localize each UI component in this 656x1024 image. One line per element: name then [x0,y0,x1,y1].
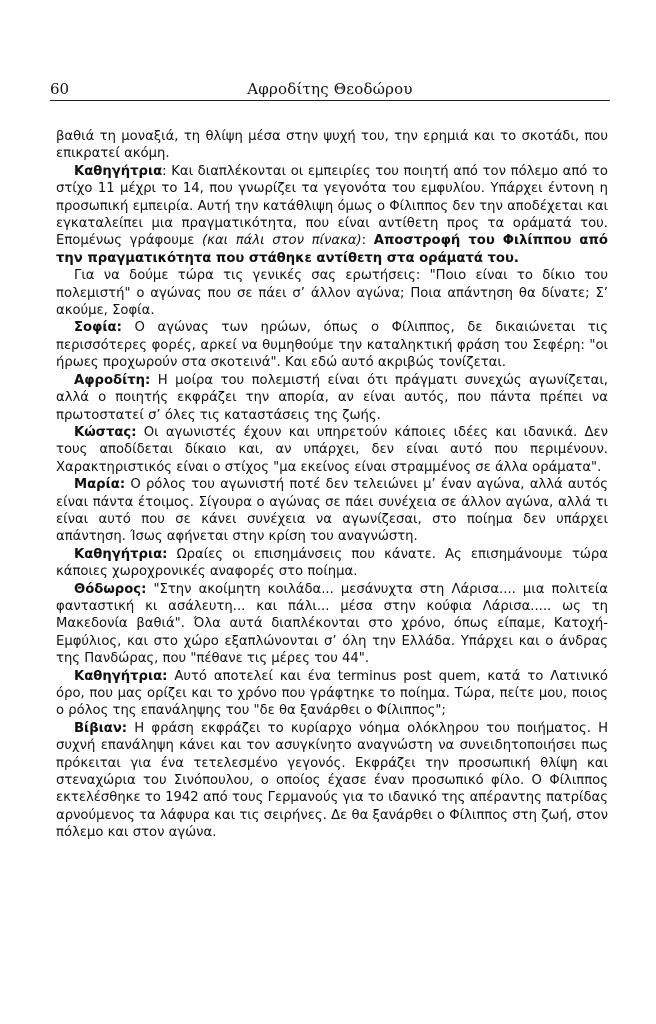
paragraph-text: Για να δούμε τώρα τις γενικές σας ερωτήσεις: "Ποιο είναι το δίκιο του πολεμιστή" ο αγώνας που σε πάει σ’ άλλον αγώνα; Ποια απάντηση θα δίνατε; Σ’ ακούμε, Σοφία. [56,268,608,319]
speaker-name: Σοφία: [74,320,122,336]
page-number: 60 [50,80,70,98]
paragraph-text: Η μοίρα του πολεμιστή είναι ότι πράγματι συνεχώς αγωνίζεται, αλλά ο ποιητής εκφράζει την απορία, αν είναι αυτός, που πάντα πρέπει να πρωτοστατεί σ’ όλες τις καταστάσεις της ζωής. [56,372,608,423]
paragraph-kostas [56,424,608,476]
italic-note: (και πάλι στον πίνακα) [202,233,362,249]
speaker-name: Θόδωρος: [74,581,147,597]
paragraph-maria [56,476,608,546]
speaker-name: Μαρία: [74,477,126,493]
paragraph-text: Ο αγώνας των ηρώων, όπως ο Φίλιππος, δε δικαιώνεται τις περισσότερες φορές, αρκεί να θυμηθούμε την καταληκτική φράση του Σεφέρη: "οι ήρωες προχωρούν στα σκοτεινά". Και εδώ αυτό ακριβώς τονίζεται. [56,320,608,371]
running-title: Αφροδίτης Θεοδώρου [247,80,413,98]
speaker-name: Βίβιαν: [74,720,128,736]
paragraph-text: Ωραίες οι επισημάνσεις που κάνατε. Ας επισημάνουμε τώρα κάποιες χωροχρονικές αναφορές στο ποίημα. [56,546,608,580]
paragraph-teacher-3 [56,668,608,720]
page-header [50,80,610,101]
paragraph-text: Οι αγωνιστές έχουν και υπηρετούν κάποιες ιδέες και ιδανικά. Δεν τους αποδίδεται δίκαιο και, αν υπάρχει, δεν είναι αυτό που περιμένουν. Χαρακτηριστικός είναι ο στίχος "μα εκείνος είναι στραμμένος σε άλλα οράματα". [56,424,608,475]
paragraph-vivian [56,720,608,842]
speaker-name: Κώστας: [74,424,137,440]
speaker-name: Καθηγήτρια [74,163,163,179]
paragraph-questions [56,267,608,319]
page-body [56,128,608,842]
paragraph-text: : [361,233,374,249]
paragraph-teacher-1 [56,163,608,267]
paragraph-sofia [56,319,608,371]
paragraph-teacher-2 [56,546,608,581]
paragraph-text: βαθιά τη μοναξιά, τη θλίψη μέσα στην ψυχή του, την ερημιά και το σκοτάδι, που επικρατεί ακόμη. [56,129,608,162]
paragraph-text: Ο ρόλος του αγωνιστή ποτέ δεν τελειώνει μ’ έναν αγώνα, αλλά αυτός είναι πάντα έτοιμος. Σίγουρα ο αγώνας σε πάει συνέχεια σε άλλον αγώνα, αλλά τι είναι αυτό που σε κάνει συνέχεια να αγωνίζεσαι, στο ποίημα δεν υπάρχει απάντηση. Ίσως αφήνεται στην κρίση του αναγνώστη. [56,477,608,545]
paragraph-text: Η φράση εκφράζει το κυρίαρχο νόημα ολόκληρου του ποιήματος. Η συχνή επανάληψη κάνει και τον ασυγκίνητο αναγνώστη να συνειδητοποιήσει πως πρόκειται για ένα τετελεσμένο γεγονός. Εκφράζει την προσωπική θλίψη και στεναχώρια του Σινόπουλου, ο οποίος έχασε έναν προσωπικό φίλο. Ο Φίλιππος εκτελέσθηκε το 1942 από τους Γερμανούς για το ιδανικό της απέραντης πατρίδας αρνούμενος τα λάφυρα και τις σειρήνες. Δε θα ξανάρθει ο Φίλιππος στη ζωή, στον πόλεμο και στον αγώνα. [56,720,608,841]
bold-statement: Αποστροφή του Φιλίππου από την πραγματικότητα που στάθηκε αντίθετη στα οράματά του. [56,233,608,266]
paragraph-afroditi [56,372,608,424]
speaker-name: Αφροδίτη: [74,372,151,388]
paragraph-continuation [56,128,608,163]
paragraph-text: Αυτό αποτελεί και ένα terminus post quem, κατά το Λατινικό όρο, που μας ορίζει και το χρόνο που γράφτηκε το ποίημα. Τώρα, πείτε μου, ποιος ο ρόλος της επανάληψης του "δε θα ξανάρθει ο Φίλιππος"; [56,668,608,719]
paragraph-thodoros [56,581,608,668]
paragraph-text: "Στην ακοίμητη κοιλάδα... μεσάνυχτα στη Λάρισα.... μια πολιτεία φανταστική κι ασάλευτη... και πάλι... μέσα στην κούφια Λάρισα..... ως τη Μακεδονία βαθιά". Όλα αυτά διαπλέκονται στο χρόνο, όπως είπαμε, Κατοχή-Εμφύλιος, και στο χώρο εξαπλώνονται σ’ όλη την Ελλάδα. Υπάρχει και ο άνδρας της Πανδώρας, που "πέθανε τις μέρες του 44". [56,581,608,667]
speaker-name: Καθηγήτρια: [74,546,168,562]
paragraph-text: : Και διαπλέκονται οι εμπειρίες του ποιητή από τον πόλεμο από το στίχο 11 μέχρι το 14, που γνωρίζει τα γεγονότα του εμφυλίου. Υπάρχει έντονη η προσωπική εμπειρία. Αυτή την κατάθλιψη όμως ο Φίλιππος δεν την αποδέχεται και εγκαταλείπει μια πραγματικότητα, που είναι αντίθετη προς τα οράματά του. Επομένως γράφουμε [56,163,608,249]
speaker-name: Καθηγήτρια: [74,668,168,684]
